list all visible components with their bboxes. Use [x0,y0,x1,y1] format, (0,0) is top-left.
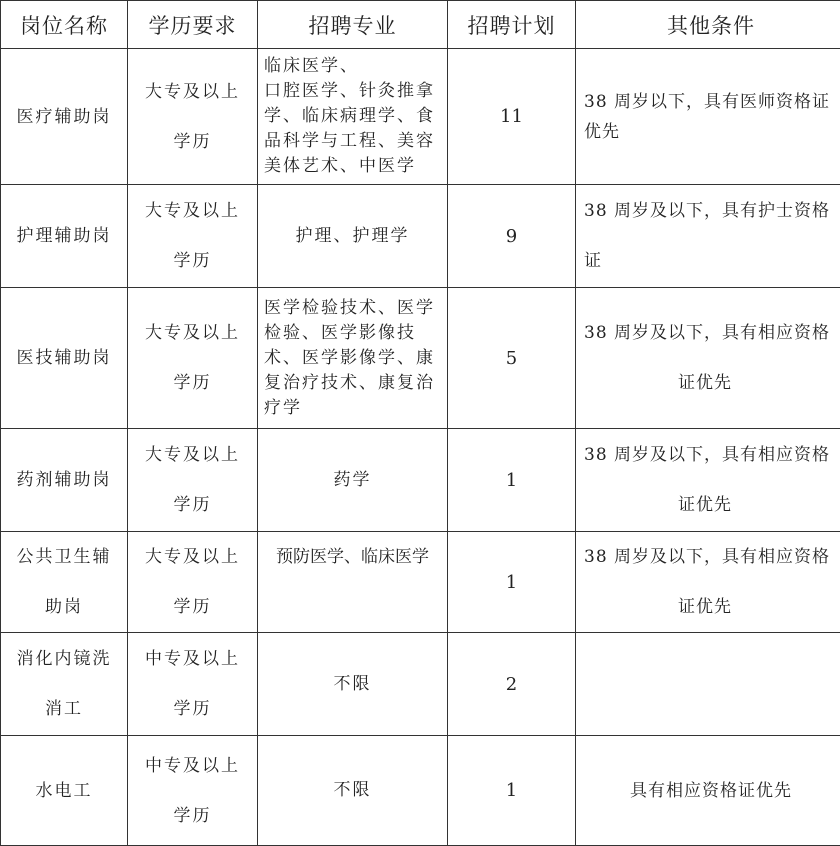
major-line: 不限 [264,778,441,803]
major-line: 护理、护理学 [264,224,441,249]
major-line: 美体艺术、中医学 [264,154,441,179]
education-line: 学历 [128,684,257,734]
education-line: 大专及以上 [128,308,257,358]
header-conditions: 其他条件 [576,1,840,49]
header-education: 学历要求 [128,1,258,49]
table-row [1,532,840,633]
position-line: 护理辅助岗 [1,211,127,261]
education-line: 中专及以上 [128,741,257,791]
conditions-line: 证优先 [584,480,840,530]
conditions-cell [576,736,840,846]
major-line: 预防医学、临床医学 [264,542,441,572]
major-cell [258,633,448,736]
position-cell [1,185,128,288]
conditions-line: 证 [584,236,840,286]
major-line: 检验、医学影像技 [264,321,441,346]
education-line: 学历 [128,582,257,632]
plan-cell: 2 [448,633,576,736]
conditions-line: 证优先 [584,582,840,632]
table-row [1,736,840,846]
major-cell [258,288,448,429]
conditions-line: 38 周岁以下，具有医师资格证 [584,87,840,117]
major-cell [258,429,448,532]
header-major: 招聘专业 [258,1,448,49]
education-cell [128,288,258,429]
education-line: 大专及以上 [128,186,257,236]
education-line: 学历 [128,236,257,286]
major-line: 学、临床病理学、食 [264,104,441,129]
conditions-line: 具有相应资格证优先 [576,766,840,816]
education-cell [128,736,258,846]
conditions-cell [576,185,840,288]
plan-cell: 5 [448,288,576,429]
education-cell [128,633,258,736]
education-cell [128,185,258,288]
table-row [1,288,840,429]
education-line: 大专及以上 [128,532,257,582]
education-cell [128,532,258,633]
conditions-cell [576,633,840,736]
conditions-line: 38 周岁及以下，具有相应资格 [584,308,840,358]
major-cell [258,532,448,633]
education-line: 学历 [128,791,257,841]
position-line: 药剂辅助岗 [1,455,127,505]
header-plan: 招聘计划 [448,1,576,49]
major-line: 口腔医学、针灸推拿 [264,79,441,104]
position-cell [1,633,128,736]
education-cell [128,49,258,185]
major-line: 临床医学、 [264,54,441,79]
plan-cell: 1 [448,736,576,846]
table-row [1,49,840,185]
position-line: 消化内镜洗 [1,634,127,684]
major-line: 医学检验技术、医学 [264,296,441,321]
education-line: 大专及以上 [128,430,257,480]
conditions-cell [576,49,840,185]
plan-cell: 1 [448,532,576,633]
major-cell [258,736,448,846]
conditions-cell [576,532,840,633]
plan-cell: 9 [448,185,576,288]
position-cell [1,288,128,429]
table-row [1,429,840,532]
conditions-line: 38 周岁及以下，具有相应资格 [584,430,840,480]
position-line: 助岗 [1,582,127,632]
header-position: 岗位名称 [1,1,128,49]
major-line: 品科学与工程、美容 [264,129,441,154]
position-cell [1,736,128,846]
education-line: 中专及以上 [128,634,257,684]
education-line: 大专及以上 [128,67,257,117]
conditions-line: 优先 [584,117,840,147]
education-line: 学历 [128,117,257,167]
table-row [1,633,840,736]
position-line: 公共卫生辅 [1,532,127,582]
position-cell [1,49,128,185]
conditions-line: 38 周岁及以下，具有相应资格 [584,532,840,582]
header-row [1,1,840,49]
position-cell [1,429,128,532]
position-line: 消工 [1,684,127,734]
conditions-line: 38 周岁及以下，具有护士资格 [584,186,840,236]
education-cell [128,429,258,532]
position-line: 医疗辅助岗 [1,92,127,142]
major-line: 复治疗技术、康复治 [264,371,441,396]
plan-cell: 11 [448,49,576,185]
major-line: 药学 [264,468,441,493]
conditions-line: 证优先 [584,358,840,408]
conditions-cell [576,429,840,532]
position-cell [1,532,128,633]
education-line: 学历 [128,480,257,530]
major-cell [258,185,448,288]
conditions-cell [576,288,840,429]
education-line: 学历 [128,358,257,408]
plan-cell: 1 [448,429,576,532]
table-row [1,185,840,288]
major-line: 术、医学影像学、康 [264,346,441,371]
major-line: 不限 [264,672,441,697]
position-line: 水电工 [1,766,127,816]
major-line: 疗学 [264,396,441,421]
position-line: 医技辅助岗 [1,333,127,383]
major-cell [258,49,448,185]
